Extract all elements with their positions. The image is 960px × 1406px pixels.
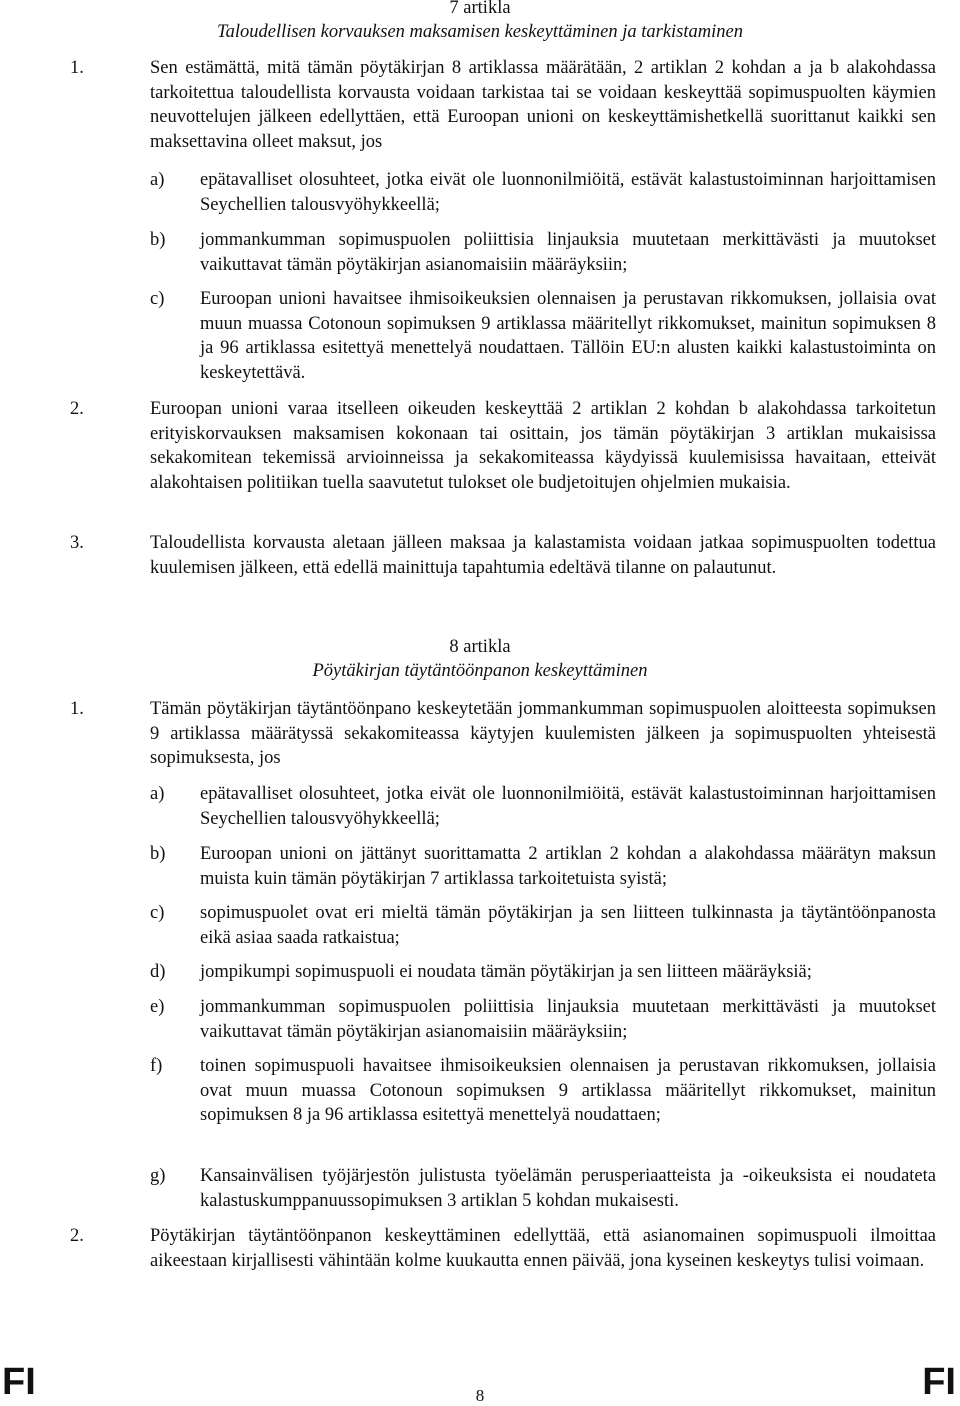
item-letter: a)	[150, 784, 165, 804]
article-7-title: 7 artikla	[449, 0, 511, 18]
item-letter: e)	[150, 997, 165, 1017]
article-7-subtitle: Taloudellisen korvauksen maksamisen keskeyttäminen ja tarkistaminen	[217, 22, 743, 42]
article-7-item-b	[150, 228, 936, 277]
item-text: epätavalliset olosuhteet, jotka eivät ole luonnonilmiöitä, estävät kalastustoiminnan harjoittamisen Seychellien talousvyöhykkeellä;	[200, 784, 936, 829]
footer-language-code-left: FI	[2, 1361, 36, 1403]
article-8-item-g	[150, 1164, 936, 1213]
item-text: epätavalliset olosuhteet, jotka eivät ole luonnonilmiöitä, estävät kalastustoiminnan harjoittamisen Seychellien talousvyöhykkeellä;	[200, 170, 936, 215]
paragraph-text: Euroopan unioni varaa itselleen oikeuden keskeyttää 2 artiklan 2 kohdan b alakohdassa tarkoitetun erityiskorvauksen maksamisen kokonaan tai osittain, jos tämän pöytäkirjan 3 artiklan mukaisissa sekakomitean tekemissä arvioinneissa ja sekakomiteassa käydyissä kuulemisissa havaitaan, etteivät alakohtaisen politiikan tuella saavutetut tulokset ole budjetoitujen ohjelmien mukaisia.	[150, 399, 936, 493]
article-7-paragraph-1	[70, 56, 936, 154]
article-8-item-b	[150, 842, 936, 891]
article-8-paragraph-1	[70, 697, 936, 771]
paragraph-text: Taloudellista korvausta aletaan jälleen maksaa ja kalastamista voidaan jatkaa sopimuspuolten todettua kuulemisen jälkeen, että edellä mainittuja tapahtumia edeltävä tilanne on palautunut.	[150, 533, 936, 578]
article-7-heading	[0, 0, 960, 44]
article-7-item-c	[150, 287, 936, 385]
article-7-paragraph-2	[70, 397, 936, 495]
paragraph-text: Tämän pöytäkirjan täytäntöönpano keskeytetään jommankumman sopimuspuolen aloitteesta sopimuksen 9 artiklassa määrätyssä sekakomiteassa käytyjen kuulemisten jälkeen ja sopimuspuolten yhteisestä sopimuksesta, jos	[150, 699, 936, 768]
article-8-item-e	[150, 995, 936, 1044]
article-8-subtitle: Pöytäkirjan täytäntöönpanon keskeyttäminen	[312, 661, 648, 681]
article-8-paragraph-2	[70, 1224, 936, 1273]
item-letter: b)	[150, 844, 166, 864]
item-text: jommankumman sopimuspuolen poliittisia linjauksia muutetaan merkittävästi ja muutokset vaikuttavat tämän pöytäkirjan asianomaisiin määräyksiin;	[200, 230, 936, 275]
item-letter: f)	[150, 1056, 163, 1076]
paragraph-number: 1.	[70, 699, 84, 719]
article-7-item-a	[150, 168, 936, 217]
item-text: Euroopan unioni havaitsee ihmisoikeuksien olennaisen ja perustavan rikkomuksen, jollaisia ovat muun muassa Cotonoun sopimuksen 9 artiklassa määritellyt rikkomukset, mainitun sopimuksen 8 ja 96 artiklassa esitettyä menettelyä noudattaen. Tällöin EU:n alusten kaikki kalastustoiminta on keskeytettävä.	[200, 289, 936, 383]
item-text: jompikumpi sopimuspuoli ei noudata tämän pöytäkirjan ja sen liitteen määräyksiä;	[200, 962, 812, 982]
item-text: jommankumman sopimuspuolen poliittisia linjauksia muutetaan merkittävästi ja muutokset vaikuttavat tämän pöytäkirjan asianomaisiin määräyksiin;	[200, 997, 936, 1042]
paragraph-text: Sen estämättä, mitä tämän pöytäkirjan 8 artiklassa määrätään, 2 artiklan 2 kohdan a ja b alakohdassa tarkoitettua taloudellista korvausta voidaan tarkistaa tai se voidaan keskeyttää sopimuspuolten käymien neuvottelujen jälkeen edellyttäen, että Euroopan unioni on keskeyttämishetkellä suorittanut kaikki sen maksettavina olleet maksut, jos	[150, 58, 936, 152]
footer-language-code-right: FI	[922, 1361, 956, 1403]
paragraph-number: 2.	[70, 399, 84, 419]
item-letter: a)	[150, 170, 165, 190]
article-8-item-a	[150, 782, 936, 831]
article-8-heading	[0, 635, 960, 683]
item-letter: d)	[150, 962, 166, 982]
item-letter: c)	[150, 903, 165, 923]
item-letter: g)	[150, 1166, 166, 1186]
item-text: sopimuspuolet ovat eri mieltä tämän pöytäkirjan ja sen liitteen tulkinnasta ja täytäntöönpanosta eikä asiaa saada ratkaistua;	[200, 903, 936, 948]
item-text: Euroopan unioni on jättänyt suorittamatta 2 artiklan 2 kohdan a alakohdassa määrätyn maksun muista kuin tämän pöytäkirjan 7 artiklassa tarkoitetuista syistä;	[200, 844, 936, 889]
article-7-paragraph-3	[70, 531, 936, 580]
article-8-item-c	[150, 901, 936, 950]
item-text: toinen sopimuspuoli havaitsee ihmisoikeuksien olennaisen ja perustavan rikkomuksen, jollaisia ovat muun muassa Cotonoun sopimuksen 9 artiklassa määritellyt rikkomukset, mainitun sopimuksen 8 ja 96 artiklassa esitettyä menettelyä noudattaen;	[200, 1056, 936, 1125]
item-text: Kansainvälisen työjärjestön julistusta työelämän perusperiaatteista ja -oikeuksista ei noudateta kalastuskumppanuussopimuksen 3 artiklan 5 kohdan mukaisesti.	[200, 1166, 936, 1211]
page-number: 8	[475, 1386, 485, 1405]
article-8-item-d	[150, 960, 936, 985]
paragraph-text: Pöytäkirjan täytäntöönpanon keskeyttäminen edellyttää, että asianomainen sopimuspuoli ilmoittaa aikeestaan kirjallisesti vähintään kolme kuukautta ennen päivää, jona kyseinen keskeytys tulisi voimaan.	[150, 1226, 936, 1271]
paragraph-number: 1.	[70, 58, 84, 78]
article-8-title: 8 artikla	[449, 637, 511, 657]
item-letter: b)	[150, 230, 166, 250]
item-letter: c)	[150, 289, 165, 309]
article-8-item-f	[150, 1054, 936, 1128]
paragraph-number: 2.	[70, 1226, 84, 1246]
paragraph-number: 3.	[70, 533, 84, 553]
